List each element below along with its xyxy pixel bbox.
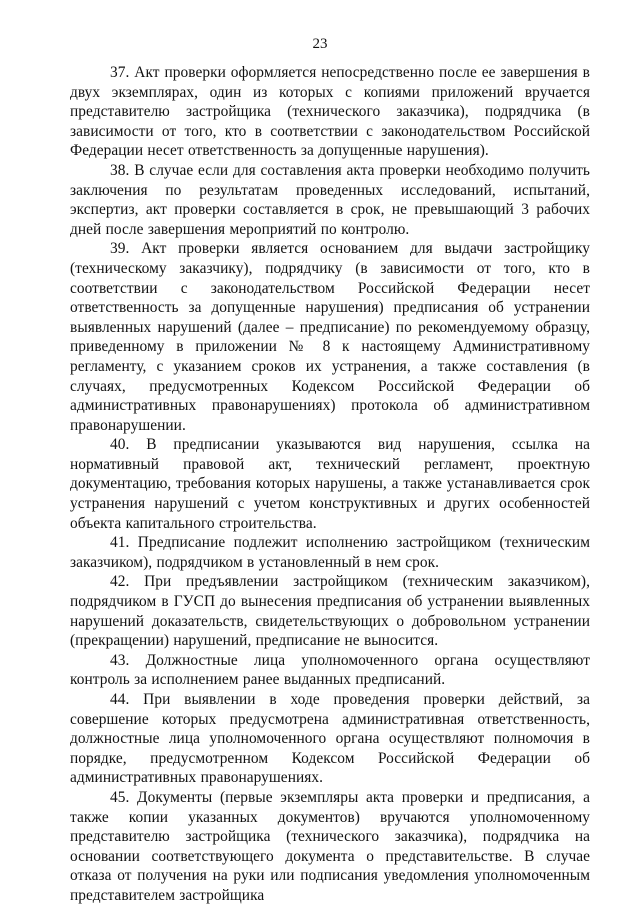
paragraph-38: 38. В случае если для составления акта проверки необходимо получить заключения по результатам проведенных исследований, испытаний, экспертиз, акт проверки составляется в срок, не превышающий 3 рабочих дней после завершения мероприятий по контролю.	[70, 161, 590, 238]
paragraph-44: 44. При выявлении в ходе проведения проверки действий, за совершение которых предусмотрена административная ответственность, должностные лица уполномоченного органа осуществляют полномочия в порядке, предусмотренном Кодексом Российской Федерации об административных правонарушениях.	[70, 691, 590, 787]
paragraph-40: 40. В предписании указываются вид нарушения, ссылка на нормативный правовой акт, технический регламент, проектную документацию, требования которых нарушены, а также устанавливается срок устранения нарушений с учетом конструктивных и других особенностей объекта капитального строительства.	[70, 436, 590, 532]
paragraph-43: 43. Должностные лица уполномоченного органа осуществляют контроль за исполнением ранее выданных предписаний.	[70, 651, 590, 689]
paragraph-42: 42. При предъявлении застройщиком (техническим заказчиком), подрядчиком в ГУСП до вынесения предписания об устранении выявленных нарушений доказательств, свидетельствующих о добровольном устранении (прекращении) нарушений, предписание не выносится.	[70, 573, 590, 650]
paragraph-45: 45. Документы (первые экземпляры акта проверки и предписания, а также копии указанных документов) вручаются уполномоченному представителю застройщика (технического заказчика), подрядчика на основании соответствующего документа о представительстве. В случае отказа от получения на руки или подписания уведомления уполномоченным представителем застройщика	[70, 788, 590, 904]
page-number: 23	[312, 36, 328, 52]
paragraph-37: 37. Акт проверки оформляется непосредственно после ее завершения в двух экземплярах, один из которых с копиями приложений вручается представителю застройщика (технического заказчика), подрядчика (в зависимости от того, кто в соответствии с законодательством Российской Федерации несет ответственность за допущенные нарушения).	[70, 64, 590, 160]
paragraph-41: 41. Предписание подлежит исполнению застройщиком (техническим заказчиком), подрядчиком в установленный в нем срок.	[70, 534, 590, 571]
paragraph-39: 39. Акт проверки является основанием для выдачи застройщику (техническому заказчику), подрядчику (в зависимости от того, кто в соответствии с законодательством Российской Федерации несет ответственность за допущенные нарушения) предписания об устранении выявленных нарушений (далее – предписание) по рекомендуемому образцу, приведенному в приложении № 8 к настоящему Административному регламенту, с указанием сроков их устранения, а также составления (в случаях, предусмотренных Кодексом Российской Федерации об административных правонарушениях) протокола об административном правонарушении.	[70, 240, 590, 434]
document-body	[70, 63, 590, 906]
